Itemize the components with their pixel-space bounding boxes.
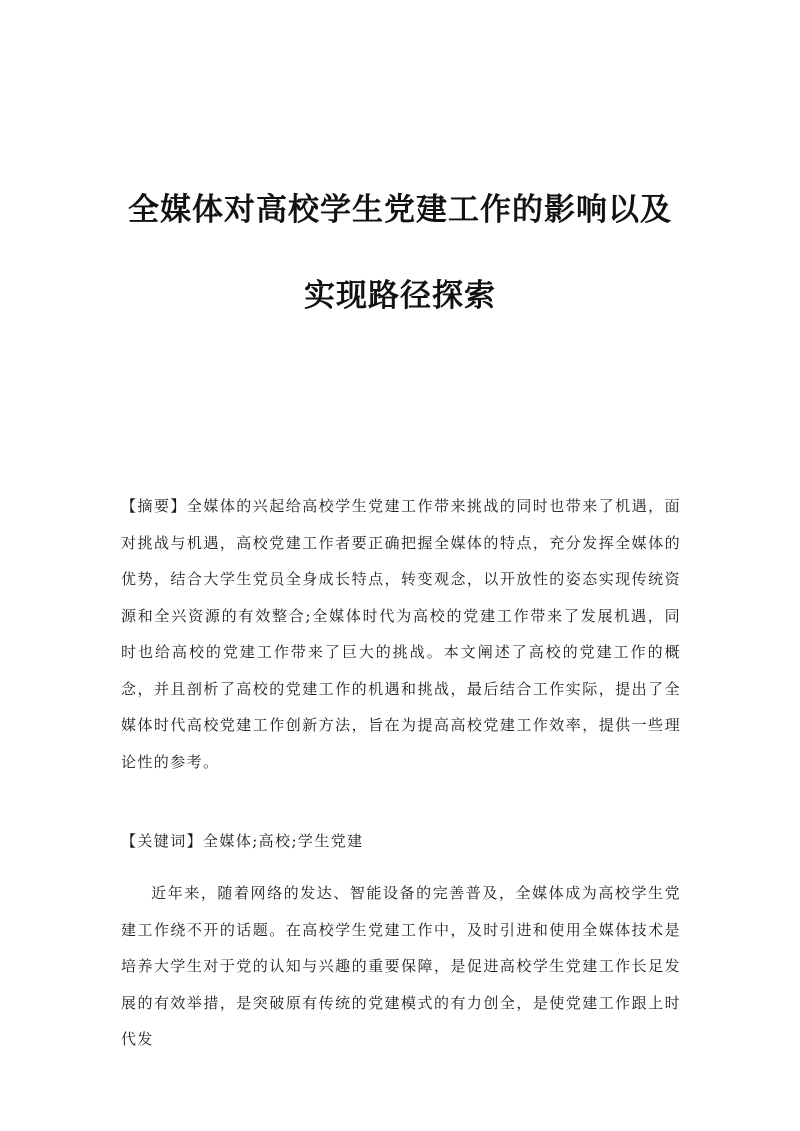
keywords-label: 【关键词】: [121, 832, 204, 850]
keywords-paragraph: [121, 823, 681, 860]
document-title-line-2: 实现路径探索: [304, 278, 496, 314]
abstract-label: 【摘要】: [121, 497, 187, 515]
abstract-paragraph: [121, 488, 681, 780]
intro-text: 近年来，随着网络的发达、智能设备的完善普及，全媒体成为高校学生党建工作绕不开的话题。在高校学生党建工作中，及时引进和使用全媒体技术是培养大学生对于党的认知与兴趣的重要保障，是促进高校学生党建工作长足发展的有效举措，是突破原有传统的党建模式的有力创全，是使党建工作跟上时代发: [121, 884, 681, 1048]
keywords-text: 全媒体;高校;学生党建: [203, 832, 364, 850]
document-title-line-1: 全媒体对高校学生党建工作的影响以及: [128, 192, 672, 228]
abstract-text: 全媒体的兴起给高校学生党建工作带来挑战的同时也带来了机遇，面对挑战与机遇，高校党建工作者要正确把握全媒体的特点，充分发挥全媒体的优势，结合大学生党员全身成长特点，转变观念，以开放性的姿态实现传统资源和全兴资源的有效整合;全媒体时代为高校的党建工作带来了发展机遇，同时也给高校的党建工作带来了巨大的挑战。本文阐述了高校的党建工作的概念，并且剖析了高校的党建工作的机遇和挑战，最后结合工作实际，提出了全媒体时代高校党建工作创新方法，旨在为提高高校党建工作效率，提供一些理论性的参考。: [121, 497, 681, 771]
intro-paragraph: [121, 875, 681, 1058]
